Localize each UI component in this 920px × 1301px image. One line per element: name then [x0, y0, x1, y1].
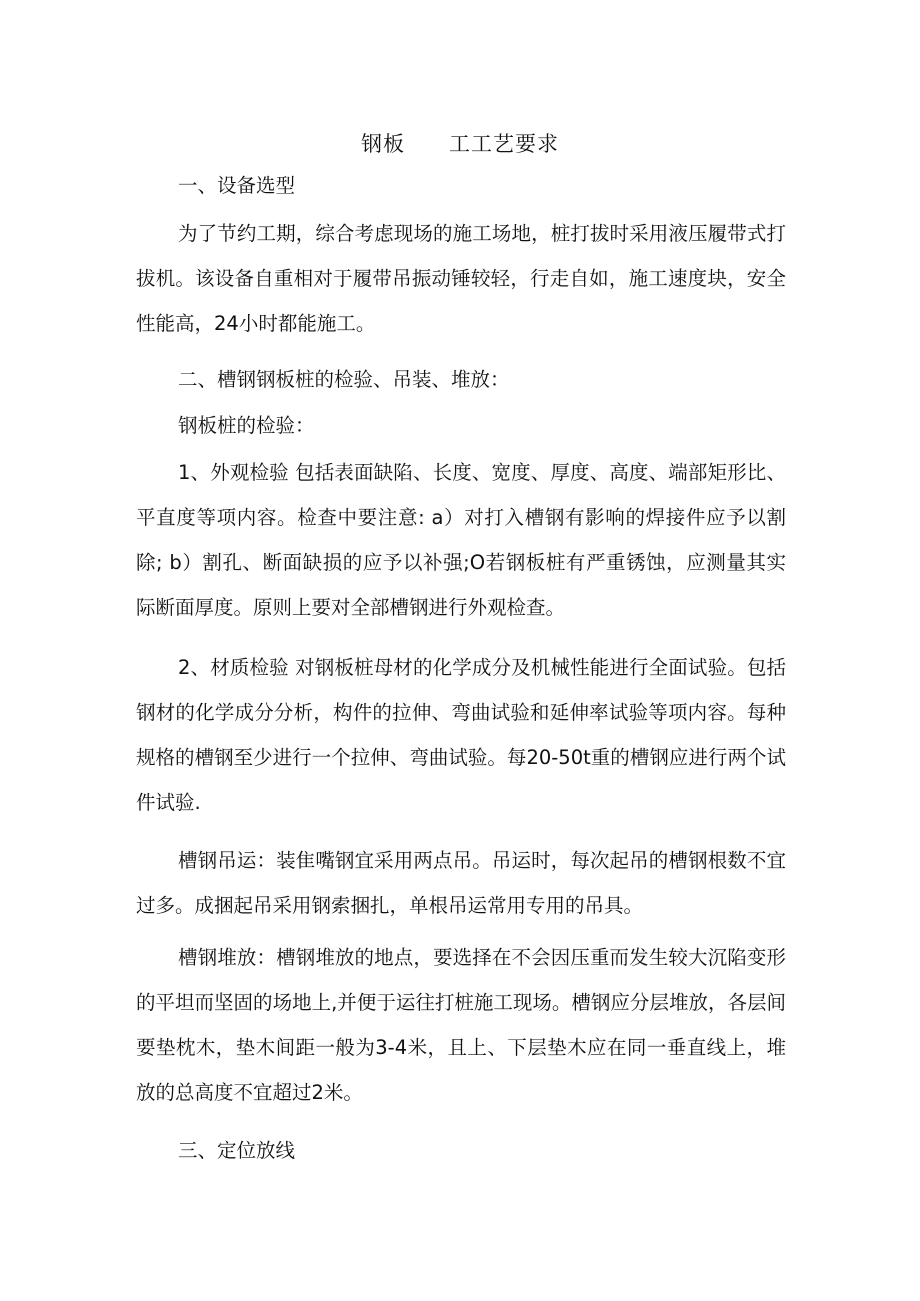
paragraph-equipment: 为了节约工期，综合考虑现场的施工场地，桩打拔时采用液压履带式打拔机。该设备自重相对于履带吊振动锤较轻，行走自如，施工速度块，安全性能高，24小时都能施工。: [136, 222, 786, 335]
paragraph-hoisting: 槽钢吊运：装隹嘴钢宜采用两点吊。吊运时，每次起吊的槽钢根数不宜过多。成捆起吊采用钢索捆扎，单根吊运常用专用的吊具。: [136, 849, 786, 917]
paragraph-stacking: 槽钢堆放：槽钢堆放的地点，要选择在不会因压重而发生较大沉陷变形的平坦而坚固的场地上,并便于运往打桩施工现场。槽钢应分层堆放，各层间要垫枕木，垫木间距一般为3-4米，且上、下层垫木应在同一垂直线上，堆放的总高度不宜超过2米。: [136, 946, 786, 1104]
section-heading-equipment: 一、设备选型: [178, 174, 296, 197]
title-part-left: 钢板: [361, 132, 405, 156]
section-heading-positioning: 三、定位放线: [178, 1139, 296, 1162]
paragraph-visual-inspection: 1、外观检验 包括表面缺陷、长度、宽度、厚度、高度、端部矩形比、平直度等项内容。检查中要注意: a）对打入槽钢有影响的焊接件应予以割除; b）割孔、断面缺损的应予以补强;O若钢板桩有严重锈蚀，应测量其实际断面厚度。原则上要对全部槽钢进行外观检查。: [136, 461, 786, 619]
paragraph-material-inspection: 2、材质检验 对钢板桩母材的化学成分及机械性能进行全面试验。包括钢材的化学成分分析，构件的拉伸、弯曲试验和延伸率试验等项内容。每种规格的槽钢至少进行一个拉伸、弯曲试验。每20-50t重的槽钢应进行两个试件试验.: [136, 656, 786, 814]
document-title: [0, 128, 920, 160]
title-part-right: 工工艺要求: [449, 132, 559, 156]
section-heading-inspection: 二、槽钢钢板桩的检验、吊装、堆放：: [178, 368, 510, 391]
subheading-pile-inspection: 钢板桩的检验：: [178, 414, 315, 437]
